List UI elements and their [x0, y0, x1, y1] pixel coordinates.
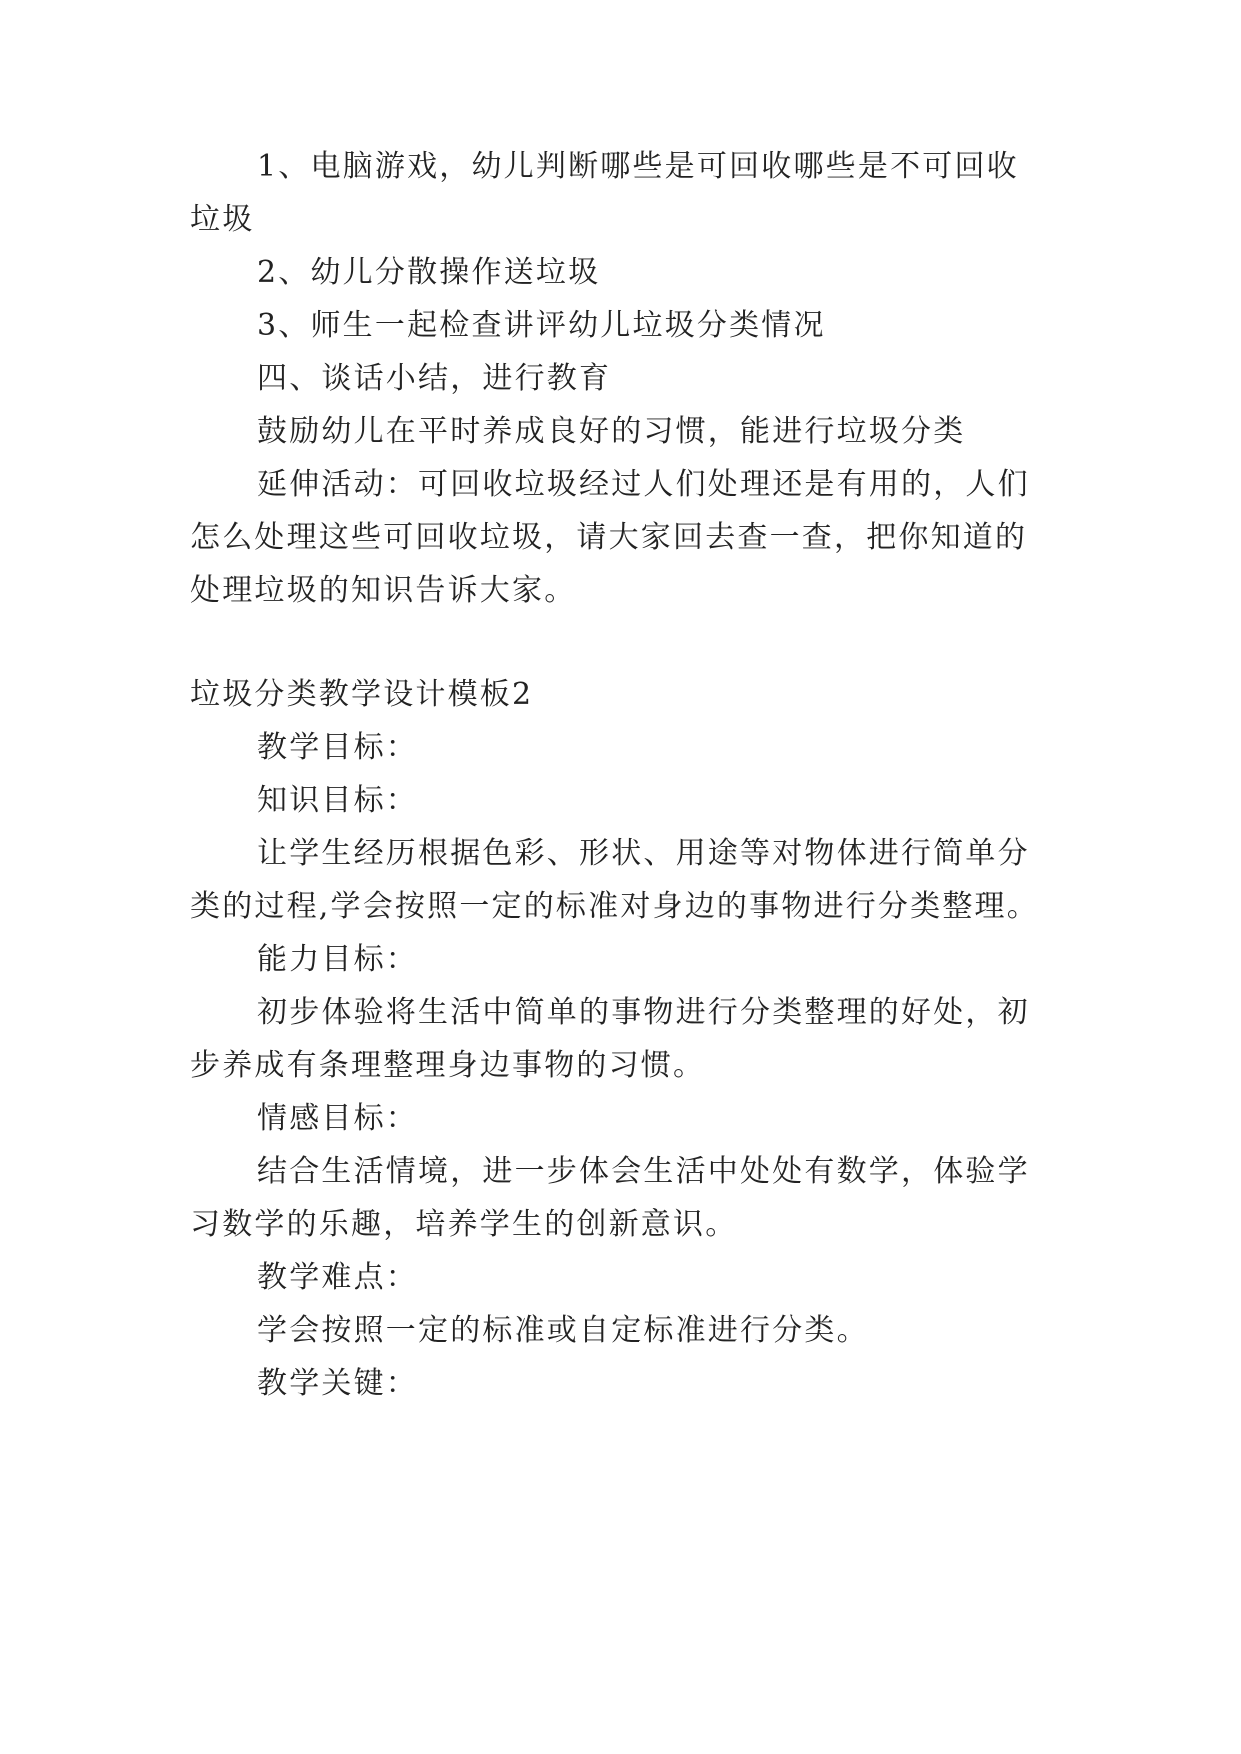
- text-line: 初步体验将生活中简单的事物进行分类整理的好处，初: [257, 995, 1030, 1030]
- text-line: 教学目标：: [257, 730, 418, 765]
- text-line: 处理垃圾的知识告诉大家。: [190, 573, 577, 608]
- section-title: 垃圾分类教学设计模板2: [190, 677, 534, 712]
- text-line: 情感目标：: [257, 1101, 418, 1136]
- text-line: 鼓励幼儿在平时养成良好的习惯，能进行垃圾分类: [257, 414, 966, 449]
- text-line: 教学难点：: [257, 1260, 418, 1295]
- text-line: 类的过程,学会按照一定的标准对身边的事物进行分类整理。: [190, 889, 1039, 924]
- text-line: 步养成有条理整理身边事物的习惯。: [190, 1048, 706, 1083]
- text-line: 3、师生一起检查讲评幼儿垃圾分类情况: [257, 308, 826, 343]
- text-line: 习数学的乐趣，培养学生的创新意识。: [190, 1207, 738, 1242]
- text-line: 能力目标：: [257, 942, 418, 977]
- text-line: 怎么处理这些可回收垃圾，请大家回去查一查，把你知道的: [190, 520, 1028, 555]
- text-line: 结合生活情境，进一步体会生活中处处有数学，体验学: [257, 1154, 1030, 1189]
- text-line: 延伸活动：可回收垃圾经过人们处理还是有用的，人们: [257, 467, 1030, 502]
- text-line: 教学关键：: [257, 1366, 418, 1401]
- text-line: 2、幼儿分散操作送垃圾: [257, 255, 601, 290]
- text-line: 知识目标：: [257, 783, 418, 818]
- text-line: 学会按照一定的标准或自定标准进行分类。: [257, 1313, 869, 1348]
- text-line: 1、电脑游戏，幼儿判断哪些是可回收哪些是不可回收: [257, 149, 1019, 184]
- text-line: 垃圾: [190, 202, 255, 237]
- text-line: 四、谈话小结，进行教育: [257, 361, 612, 396]
- text-line: 让学生经历根据色彩、形状、用途等对物体进行简单分: [257, 836, 1030, 871]
